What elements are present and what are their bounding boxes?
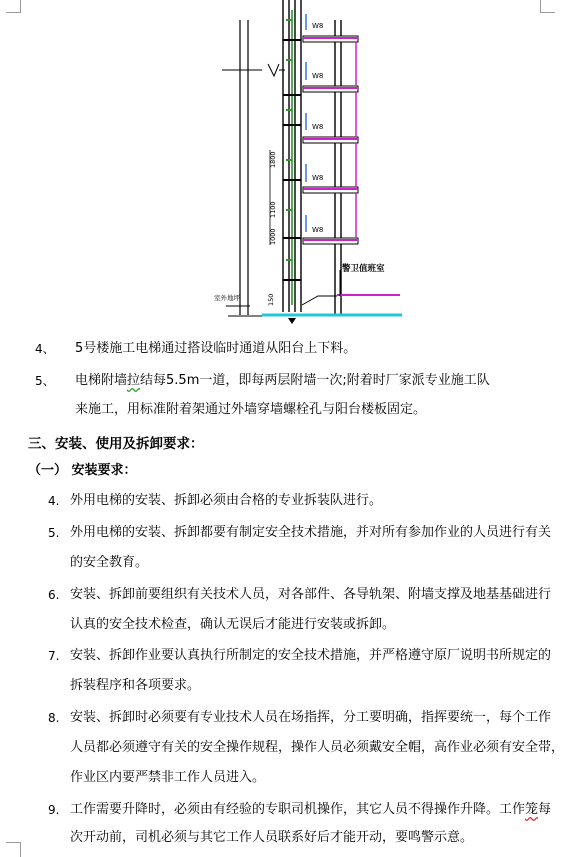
dimension-label: 1100 xyxy=(269,201,277,218)
item-text-continued: 人员都必须遵守有关的安全操作规程，操作人员必须戴安全帽，高作业必须有安全带， xyxy=(70,740,565,755)
w8-label: W8 xyxy=(312,22,324,30)
item-text: 工作需要升降时，必须由有经验的专职司机操作，其它人员不得操作升降。工作笼每 xyxy=(70,802,552,817)
item-number: 4. xyxy=(48,494,60,508)
item-text-continued: 来施工，用标准附着架通过外墙穿墙螺栓孔与阳台楼板固定。 xyxy=(75,402,427,417)
dimension-label: 150 xyxy=(267,293,275,306)
item-text: 安装、拆卸时必须要有专业技术人员在场指挥，分工要明确，指挥要统一，每个工作 xyxy=(70,710,552,725)
item-text-continued: 拆装程序和各项要求。 xyxy=(70,678,201,693)
item-text: 外用电梯的安装、拆卸必须由合格的专业拆装队进行。 xyxy=(70,493,383,508)
dimension-label: 1800 xyxy=(269,151,277,168)
item-text: 安装、拆卸作业要认真执行所制定的安全技术措施，并严格遵守原厂说明书所规定的 xyxy=(70,648,552,663)
item-text: 电梯附墙拉结每5.5m一道，即每两层附墙一次;附着时厂家派专业施工队 xyxy=(75,373,490,388)
section-title: 三、安装、使用及拆卸要求： xyxy=(28,436,204,452)
elevator-elevation-drawing xyxy=(0,0,580,330)
item-number: 5、 xyxy=(35,374,55,388)
item-text: 安装、拆卸前要组织有关技术人员，对各部件、各导轨架、附墙支撑及地基基础进行 xyxy=(70,587,552,602)
w8-label: W8 xyxy=(312,226,324,234)
item-number: 9. xyxy=(48,803,60,817)
item-number: 6. xyxy=(48,588,60,602)
item-number: 7. xyxy=(48,649,60,663)
ground-label: 室外地坪 xyxy=(214,294,240,302)
item-text: 外用电梯的安装、拆卸都要有制定安全技术措施，并对所有参加作业的人员进行有关 xyxy=(70,525,552,540)
item-text-continued: 认真的安全技术检查，确认无误后才能进行安装或拆卸。 xyxy=(70,617,396,632)
item-text-continued: 次开动前，司机必须与其它工作人员联系好后才能开动，要鸣警示意。 xyxy=(70,830,474,845)
item-text-continued: 的安全教育。 xyxy=(70,555,149,570)
section-subtitle: （一） 安装要求： xyxy=(28,463,137,478)
duty-room-label: 警卫值班室 xyxy=(342,264,385,274)
w8-label: W8 xyxy=(312,123,324,131)
w8-label: W8 xyxy=(312,72,324,80)
w8-label: W8 xyxy=(312,174,324,182)
item-number: 4、 xyxy=(35,342,55,356)
dimension-label: 1000 xyxy=(269,228,277,245)
item-text-continued: 作业区内要严禁非工作人员进入。 xyxy=(70,770,266,785)
item-text: 5号楼施工电梯通过搭设临时通道从阳台上下料。 xyxy=(75,341,357,356)
item-number: 8. xyxy=(48,711,60,725)
item-number: 5. xyxy=(48,526,60,540)
